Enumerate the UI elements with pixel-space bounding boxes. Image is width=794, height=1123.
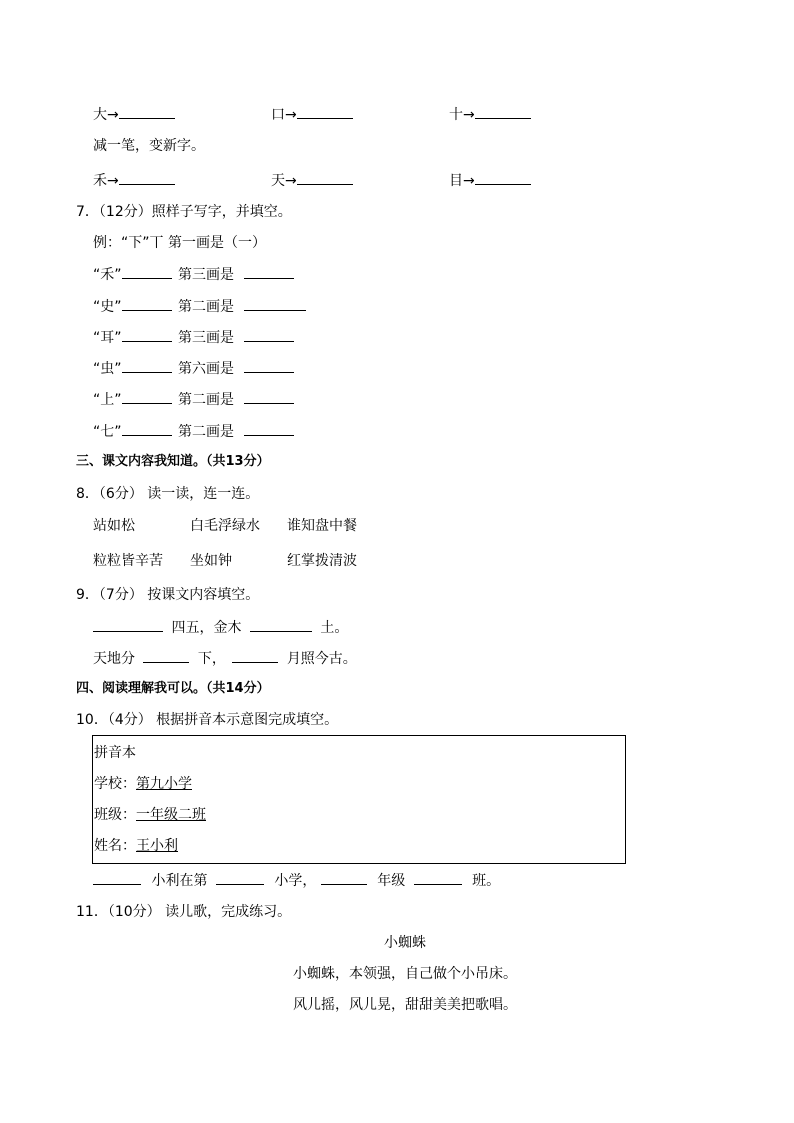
school-value: 第九小学 — [136, 776, 192, 792]
poem-line: 风儿摇，风儿晃，甜甜美美把歌唱。 — [293, 997, 517, 1013]
notebook-class — [94, 807, 206, 823]
name-label: 姓名： — [94, 838, 136, 854]
row-label: 第六画是 — [177, 361, 234, 377]
fill-text: 班。 — [472, 873, 501, 889]
q7-row — [93, 329, 294, 346]
write-blank[interactable] — [122, 423, 172, 436]
row-char: “耳” — [93, 330, 122, 346]
example-glyph: 丅 — [149, 235, 164, 251]
add-stroke-item — [93, 106, 175, 123]
write-blank[interactable] — [122, 391, 172, 404]
match-item[interactable]: 谁知盘中餐 — [287, 518, 357, 534]
match-item[interactable]: 白毛浮绿水 — [190, 518, 260, 534]
answer-blank[interactable] — [297, 172, 353, 185]
row-label: 第二画是 — [177, 299, 234, 315]
match-item[interactable]: 红掌拨清波 — [287, 553, 357, 569]
q7-row — [93, 298, 306, 315]
answer-blank[interactable] — [297, 106, 353, 119]
write-blank[interactable] — [122, 329, 172, 342]
minus-stroke-item — [93, 172, 175, 189]
answer-blank[interactable] — [321, 872, 367, 885]
section-3-heading: 三、课文内容我知道。（共13分） — [76, 454, 270, 469]
q7-title: 7．（12分）照样子写字，并填空。 — [76, 204, 292, 220]
answer-blank[interactable] — [93, 619, 163, 632]
item-char: 禾→ — [93, 173, 119, 189]
row-label: 第二画是 — [177, 392, 234, 408]
minus-stroke-item — [271, 172, 353, 189]
q7-example — [93, 235, 266, 251]
answer-blank[interactable] — [244, 266, 294, 279]
row-label: 第二画是 — [177, 424, 234, 440]
class-value: 一年级二班 — [136, 807, 206, 823]
row-char: “上” — [93, 392, 122, 408]
add-stroke-item — [271, 106, 353, 123]
class-label: 班级： — [94, 807, 136, 823]
row-char: “虫” — [93, 361, 122, 377]
q7-row — [93, 266, 294, 283]
item-char: 十→ — [449, 107, 475, 123]
q9-text: 四五，金木 — [171, 620, 242, 636]
answer-blank[interactable] — [475, 106, 531, 119]
item-char: 口→ — [271, 107, 297, 123]
answer-blank[interactable] — [244, 298, 306, 311]
fill-text: 小利在第 — [151, 873, 208, 889]
notebook-name — [94, 838, 178, 854]
q9-line-1 — [93, 619, 348, 636]
q7-row — [93, 360, 294, 377]
q7-row — [93, 423, 294, 440]
answer-blank[interactable] — [143, 650, 189, 663]
item-char: 大→ — [93, 107, 119, 123]
q9-text: 天地分 — [93, 651, 135, 667]
answer-blank[interactable] — [244, 360, 294, 373]
match-item[interactable]: 粒粒皆辛苦 — [93, 553, 163, 569]
row-char: “禾” — [93, 267, 122, 283]
answer-blank[interactable] — [216, 872, 264, 885]
minus-stroke-instruction: 减一笔，变新字。 — [93, 138, 205, 154]
q8-title: 8．（6分） 读一读，连一连。 — [76, 486, 260, 502]
answer-blank[interactable] — [250, 619, 312, 632]
q9-line-2 — [93, 650, 357, 667]
name-value: 王小利 — [136, 838, 178, 854]
q9-text: 下， — [197, 651, 226, 667]
match-item[interactable]: 站如松 — [93, 518, 135, 534]
row-label: 第三画是 — [177, 330, 234, 346]
answer-blank[interactable] — [119, 172, 175, 185]
item-char: 天→ — [271, 173, 297, 189]
notebook-title: 拼音本 — [94, 745, 136, 761]
q7-row — [93, 391, 294, 408]
write-blank[interactable] — [122, 266, 172, 279]
q9-text: 土。 — [320, 620, 349, 636]
answer-blank[interactable] — [414, 872, 462, 885]
row-label: 第三画是 — [177, 267, 234, 283]
q11-title: 11．（10分） 读儿歌，完成练习。 — [76, 904, 292, 920]
minus-stroke-item — [449, 172, 531, 189]
add-stroke-item — [449, 106, 531, 123]
q10-title: 10．（4分） 根据拼音本示意图完成填空。 — [76, 712, 339, 728]
answer-blank[interactable] — [244, 391, 294, 404]
write-blank[interactable] — [122, 298, 172, 311]
item-char: 目→ — [449, 173, 475, 189]
q10-fill-line — [93, 872, 500, 889]
notebook-school — [94, 776, 192, 792]
answer-blank[interactable] — [244, 329, 294, 342]
answer-blank[interactable] — [232, 650, 278, 663]
poem-line: 小蜘蛛，本领强，自己做个小吊床。 — [293, 966, 517, 982]
match-item[interactable]: 坐如钟 — [190, 553, 232, 569]
answer-blank[interactable] — [244, 423, 294, 436]
poem-title: 小蜘蛛 — [384, 935, 426, 951]
fill-text: 年级 — [377, 873, 406, 889]
row-char: “史” — [93, 299, 122, 315]
row-char: “七” — [93, 424, 122, 440]
answer-blank[interactable] — [93, 872, 141, 885]
section-4-heading: 四、阅读理解我可以。（共14分） — [76, 681, 270, 696]
example-prefix: 例：“下” — [93, 235, 150, 251]
example-suffix: 第一画是（一） — [163, 235, 266, 251]
fill-text: 小学， — [274, 873, 317, 889]
answer-blank[interactable] — [475, 172, 531, 185]
q9-text: 月照今古。 — [286, 651, 357, 667]
write-blank[interactable] — [122, 360, 172, 373]
school-label: 学校： — [94, 776, 136, 792]
q9-title: 9．（7分） 按课文内容填空。 — [76, 587, 260, 603]
answer-blank[interactable] — [119, 106, 175, 119]
